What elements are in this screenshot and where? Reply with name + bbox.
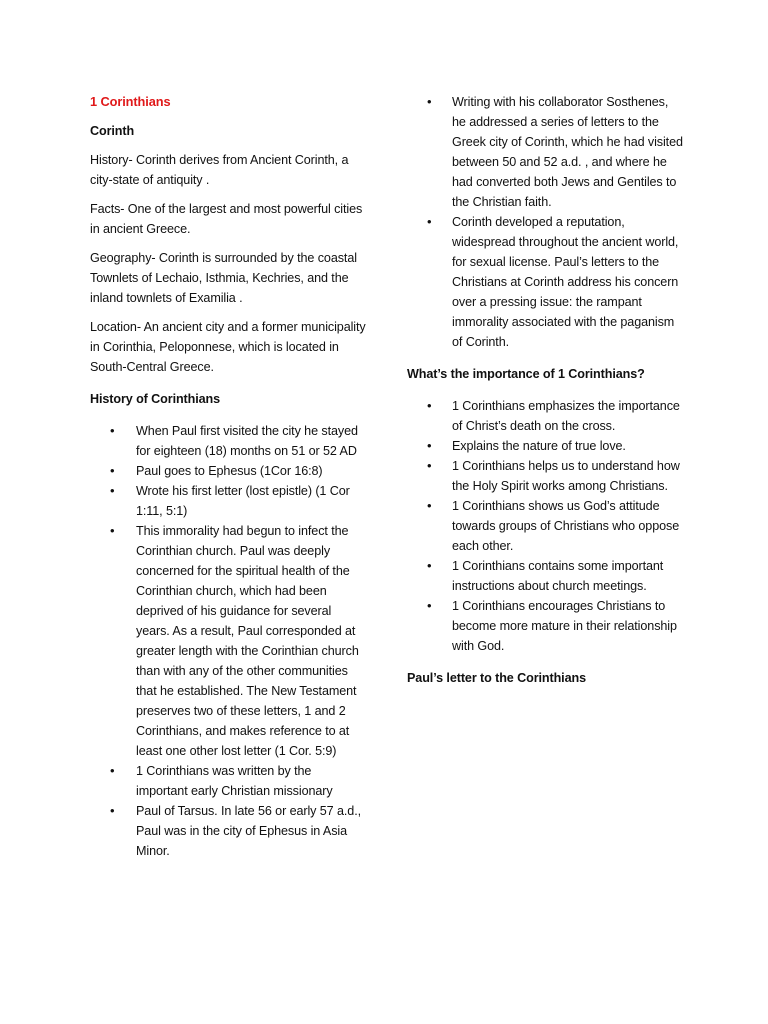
bullet-icon: • xyxy=(110,423,115,438)
bullet-icon: • xyxy=(427,598,432,613)
list-item xyxy=(90,421,366,461)
section-heading-pauls-letter: Paul’s letter to the Corinthians xyxy=(407,671,586,685)
bullet-icon: • xyxy=(427,458,432,473)
section-heading-history-of-corinthians: History of Corinthians xyxy=(90,392,221,406)
bullet-icon: • xyxy=(427,398,432,413)
document-title: 1 Corinthians xyxy=(90,94,171,109)
bullet-icon: • xyxy=(427,438,432,453)
section-heading-corinth: Corinth xyxy=(90,124,135,138)
bullet-icon: • xyxy=(110,763,115,778)
list-item-text: Explains the nature of true love. xyxy=(452,439,626,453)
right-column xyxy=(407,92,683,697)
list-item xyxy=(90,461,366,481)
paragraph-history: History- Corinth derives from Ancient Corinth, a city-state of antiquity . xyxy=(90,153,349,187)
list-item-text: 1 Corinthians emphasizes the importance of Christ’s death on the cross. xyxy=(452,399,680,433)
list-item-text: This immorality had begun to infect the Corinthian church. Paul was deeply concerned for the spiritual health of the Corinthian church, which had been deprived of his guidance for several years. As a result, Paul corresponded at greater length with the Corinthian church than with any of the other communities that he established. The New Testament preserves two of these letters, 1 and 2 Corinthians, and makes reference to at least one other lost letter (1 Cor. 5:9) xyxy=(136,524,359,758)
list-item-text: 1 Corinthians contains some important instructions about church meetings. xyxy=(452,559,664,593)
list-item xyxy=(407,456,683,496)
list-item xyxy=(407,596,683,656)
importance-bullet-list xyxy=(407,396,683,656)
list-item xyxy=(407,396,683,436)
bullet-icon: • xyxy=(110,483,115,498)
bullet-icon: • xyxy=(427,498,432,513)
list-item-text: Writing with his collaborator Sosthenes, he addressed a series of letters to the Greek city of Corinth, which he had visited between 50 and 52 a.d. , and where he had converted both Jews and Gentiles to the Christian faith. xyxy=(452,95,683,209)
list-item xyxy=(407,436,683,456)
list-item-text: Wrote his first letter (lost epistle) (1 Cor 1:11, 5:1) xyxy=(136,484,350,518)
list-item-text: Paul of Tarsus. In late 56 or early 57 a.d., Paul was in the city of Ephesus in Asia Minor. xyxy=(136,804,361,858)
list-item-text: 1 Corinthians shows us God’s attitude towards groups of Christians who oppose each other. xyxy=(452,499,680,553)
list-item xyxy=(90,801,366,861)
bullet-icon: • xyxy=(427,214,432,229)
list-item-text: 1 Corinthians was written by the important early Christian missionary xyxy=(136,764,333,798)
list-item-text: Corinth developed a reputation, widespread throughout the ancient world, for sexual license. Paul’s letters to the Christians at Corinth address his concern over a pressing issue: the rampant immorality associated with the paganism of Corinth. xyxy=(452,215,679,349)
list-item xyxy=(90,761,366,801)
list-item xyxy=(407,92,683,212)
section-heading-importance: What’s the importance of 1 Corinthians? xyxy=(407,367,645,381)
paragraph-facts: Facts- One of the largest and most powerful cities in ancient Greece. xyxy=(90,202,363,236)
bullet-icon: • xyxy=(110,463,115,478)
paragraph-geography: Geography- Corinth is surrounded by the coastal Townlets of Lechaio, Isthmia, Kechries, and the inland townlets of Examilia . xyxy=(90,251,357,305)
list-item-text: Paul goes to Ephesus (1Cor 16:8) xyxy=(136,464,323,478)
bullet-icon: • xyxy=(427,558,432,573)
bullet-icon: • xyxy=(110,523,115,538)
left-column xyxy=(90,92,366,870)
paul-letters-bullet-list xyxy=(407,92,683,352)
list-item xyxy=(90,481,366,521)
paragraph-location: Location- An ancient city and a former municipality in Corinthia, Peloponnese, which is located in South-Central Greece. xyxy=(90,320,366,374)
bullet-icon: • xyxy=(110,803,115,818)
history-bullet-list xyxy=(90,421,366,861)
list-item-text: 1 Corinthians helps us to understand how the Holy Spirit works among Christians. xyxy=(452,459,680,493)
bullet-icon: • xyxy=(427,94,432,109)
list-item-text: When Paul first visited the city he stayed for eighteen (18) months on 51 or 52 AD xyxy=(136,424,358,458)
list-item xyxy=(407,556,683,596)
list-item xyxy=(407,212,683,352)
list-item xyxy=(407,496,683,556)
list-item-text: 1 Corinthians encourages Christians to become more mature in their relationship with God. xyxy=(452,599,677,653)
list-item xyxy=(90,521,366,761)
